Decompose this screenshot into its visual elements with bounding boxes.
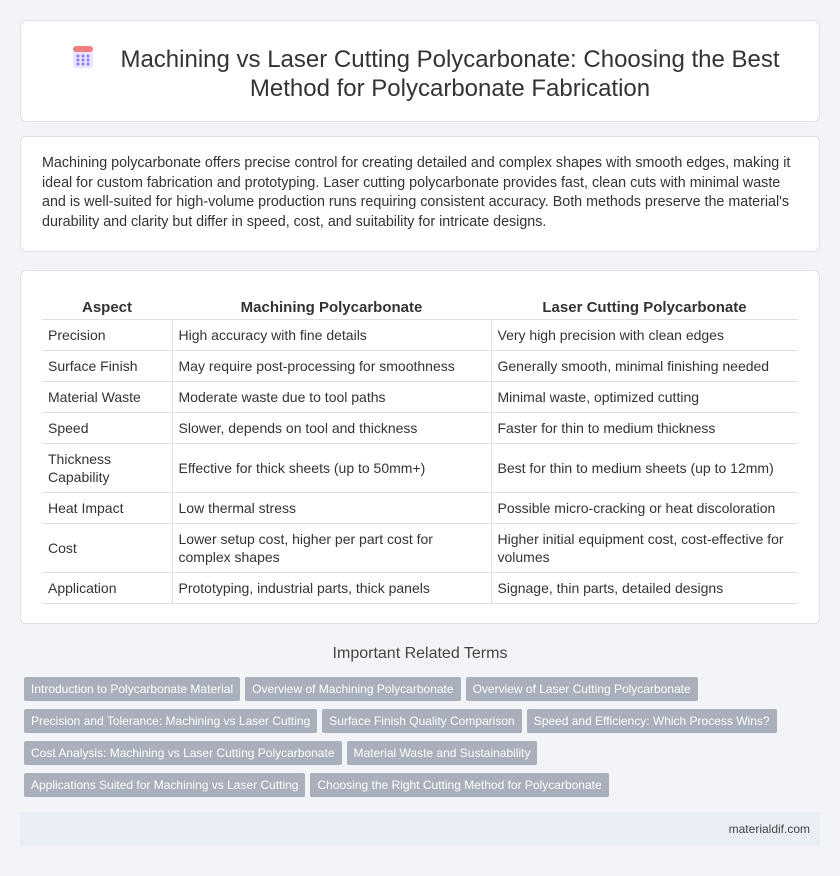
aspect-cell: Cost [42,523,172,572]
related-term-tag[interactable]: Applications Suited for Machining vs Laser Cutting [24,773,305,797]
related-term-tag[interactable]: Material Waste and Sustainability [347,741,538,765]
tag-row [24,741,824,773]
comparison-card [20,270,820,624]
machining-cell: Low thermal stress [172,492,491,523]
table-row [42,350,798,381]
aspect-cell: Material Waste [42,381,172,412]
machining-cell: Slower, depends on tool and thickness [172,412,491,443]
column-header-aspect: Aspect [42,297,172,319]
related-term-tag[interactable]: Surface Finish Quality Comparison [322,709,521,733]
column-header-machining: Machining Polycarbonate [172,297,491,319]
aspect-cell: Precision [42,319,172,350]
comparison-table [42,297,798,604]
table-header-row [42,297,798,319]
table-row [42,492,798,523]
machining-cell: High accuracy with fine details [172,319,491,350]
machining-cell: May require post-processing for smoothness [172,350,491,381]
column-header-laser: Laser Cutting Polycarbonate [491,297,798,319]
laser-cell: Faster for thin to medium thickness [491,412,798,443]
machining-cell: Prototyping, industrial parts, thick panels [172,572,491,603]
laser-cell: Higher initial equipment cost, cost-effective for volumes [491,523,798,572]
machining-cell: Effective for thick sheets (up to 50mm+) [172,443,491,492]
table-row [42,443,798,492]
aspect-cell: Surface Finish [42,350,172,381]
laser-cell: Best for thin to medium sheets (up to 12mm) [491,443,798,492]
tag-row [24,677,824,709]
laser-cell: Possible micro-cracking or heat discoloration [491,492,798,523]
page-title: Machining vs Laser Cutting Polycarbonate: Choosing the Best Method for Polycarbonate Fabrication [120,46,780,102]
aspect-cell: Thickness Capability [42,443,172,492]
related-term-tag[interactable]: Cost Analysis: Machining vs Laser Cutting Polycarbonate [24,741,342,765]
table-row [42,319,798,350]
tag-row [24,709,824,741]
related-term-tag[interactable]: Introduction to Polycarbonate Material [24,677,240,701]
table-row [42,381,798,412]
related-terms-list [24,677,824,805]
laser-cell: Very high precision with clean edges [491,319,798,350]
footer-site-link[interactable]: materialdif.com [728,822,810,836]
related-term-tag[interactable]: Choosing the Right Cutting Method for Polycarbonate [310,773,608,797]
related-term-tag[interactable]: Speed and Efficiency: Which Process Wins? [527,709,777,733]
summary-paragraph: Machining polycarbonate offers precise control for creating detailed and complex shapes with smooth edges, making it ideal for custom fabrication and prototyping. Laser cutting polycarbonate provides fast, clean cuts with minimal waste and is well-suited for high-volume production runs requiring consistent accuracy. Both methods preserve the material's durability and clarity but differ in speed, cost, and suitability for intricate designs. [42,155,791,231]
related-term-tag[interactable]: Precision and Tolerance: Machining vs Laser Cutting [24,709,317,733]
machining-cell: Lower setup cost, higher per part cost for complex shapes [172,523,491,572]
laser-cell: Generally smooth, minimal finishing needed [491,350,798,381]
summary-card [20,136,820,252]
aspect-cell: Application [42,572,172,603]
header-card [20,20,820,122]
footer [20,812,820,846]
laser-cell: Signage, thin parts, detailed designs [491,572,798,603]
aspect-cell: Speed [42,412,172,443]
laser-cell: Minimal waste, optimized cutting [491,381,798,412]
related-term-tag[interactable]: Overview of Machining Polycarbonate [245,677,460,701]
table-row [42,523,798,572]
related-terms-title: Important Related Terms [332,645,508,662]
aspect-cell: Heat Impact [42,492,172,523]
table-row [42,412,798,443]
related-term-tag[interactable]: Overview of Laser Cutting Polycarbonate [466,677,698,701]
machining-cell: Moderate waste due to tool paths [172,381,491,412]
title-wrap [21,45,819,103]
table-row [42,572,798,603]
tag-row [24,773,824,805]
